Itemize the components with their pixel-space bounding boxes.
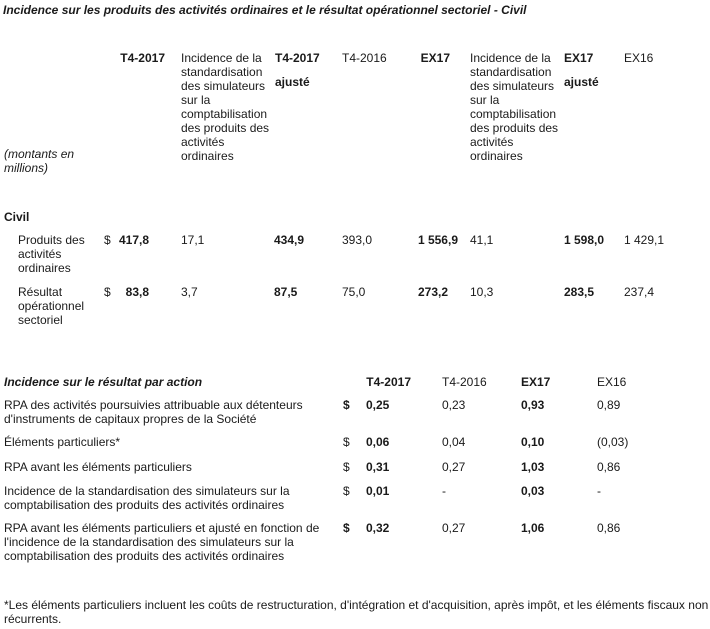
currency-symbol: $: [343, 398, 350, 412]
cell-impact-year: 10,3: [470, 285, 494, 299]
eps-header-t4-2016: T4-2016: [442, 375, 487, 389]
cell-t4-2017: 417,8: [118, 233, 149, 247]
eps-header-ex16: EX16: [597, 375, 627, 389]
eps-header-t4-2017: T4-2017: [366, 375, 411, 389]
header-ex16: EX16: [624, 51, 654, 65]
eps-cell-ex17: 1,03: [521, 460, 545, 474]
eps-cell-ex17: 0,10: [521, 435, 545, 449]
header-impact-year: Incidence de la standardisation des simulateurs sur la comptabilisation des produits des activités ordinaires: [470, 51, 559, 163]
cell-ex17-adj: 283,5: [564, 285, 595, 299]
eps-cell-ex16: (0,03): [597, 435, 629, 449]
eps-cell-t4-2016: -: [442, 484, 446, 498]
cell-impact-year: 41,1: [470, 233, 494, 247]
eps-cell-ex16: 0,89: [597, 398, 621, 412]
currency-symbol: $: [343, 521, 350, 535]
header-t4-2017-adj-line1: T4-2017: [275, 51, 320, 65]
eps-cell-t4-2016: 0,23: [442, 398, 466, 412]
eps-cell-ex16: 0,86: [597, 460, 621, 474]
header-t4-2017-adj-line2: ajusté: [275, 75, 310, 89]
footnote: *Les éléments particuliers incluent les coûts de restructuration, d'intégration et d'acquisition, après impôt, et les éléments fiscaux non récurrents.: [4, 598, 709, 626]
eps-cell-t4-2017: 0,01: [366, 484, 390, 498]
eps-row-label: RPA avant les éléments particuliers et ajusté en fonction de l'incidence de la standardisation des simulateurs sur la comptabilisation des produits des activités ordinaires: [4, 521, 320, 563]
page-title: Incidence sur les produits des activités ordinaires et le résultat opérationnel sectoriel - Civil: [3, 3, 527, 17]
eps-cell-t4-2016: 0,27: [442, 460, 466, 474]
eps-cell-t4-2016: 0,27: [442, 521, 466, 535]
eps-cell-t4-2017: 0,06: [366, 435, 390, 449]
currency-symbol: $: [343, 460, 350, 474]
cell-t4-2017-adj: 434,9: [274, 233, 305, 247]
header-t4-2016: T4-2016: [342, 51, 387, 65]
eps-row-label: Incidence de la standardisation des simulateurs sur la comptabilisation des produits des activités ordinaires: [4, 484, 290, 512]
currency-symbol: $: [343, 484, 350, 498]
header-t4-2017: T4-2017: [120, 51, 165, 65]
eps-row-label: RPA des activités poursuivies attribuable aux détenteurs d'instruments de capitaux propres de la Société: [4, 398, 303, 426]
currency-symbol: $: [343, 435, 350, 449]
eps-cell-ex17: 0,03: [521, 484, 545, 498]
eps-row-label: Éléments particuliers*: [4, 435, 121, 449]
cell-ex16: 237,4: [624, 285, 655, 299]
header-impact-quarter: Incidence de la standardisation des simulateurs sur la comptabilisation des produits des activités ordinaires: [181, 51, 270, 163]
header-ex17-adj-line1: EX17: [564, 51, 594, 65]
cell-ex17-adj: 1 598,0: [564, 233, 605, 247]
eps-header-ex17: EX17: [521, 375, 551, 389]
section-label: Civil: [4, 210, 30, 224]
eps-cell-ex17: 0,93: [521, 398, 545, 412]
cell-impact-quarter: 3,7: [181, 285, 198, 299]
header-ex17: EX17: [420, 51, 450, 65]
eps-cell-t4-2017: 0,31: [366, 460, 390, 474]
eps-cell-t4-2017: 0,32: [366, 521, 390, 535]
cell-impact-quarter: 17,1: [181, 233, 205, 247]
cell-ex17: 273,2: [417, 285, 448, 299]
eps-cell-ex16: -: [597, 484, 601, 498]
cell-ex17: 1 556,9: [417, 233, 458, 247]
eps-table-title: Incidence sur le résultat par action: [4, 375, 203, 389]
cell-ex16: 1 429,1: [624, 233, 665, 247]
eps-cell-ex17: 1,06: [521, 521, 545, 535]
currency-symbol: $: [104, 285, 111, 299]
units-label: (montants en millions): [4, 147, 75, 175]
cell-t4-2017-adj: 87,5: [274, 285, 298, 299]
cell-t4-2016: 75,0: [342, 285, 366, 299]
header-ex17-adj-line2: ajusté: [564, 75, 599, 89]
row-label-produits: Produits des activités ordinaires: [18, 233, 85, 275]
eps-cell-ex16: 0,86: [597, 521, 621, 535]
row-label-resultat: Résultat opérationnel sectoriel: [18, 285, 85, 327]
cell-t4-2016: 393,0: [342, 233, 373, 247]
eps-cell-t4-2016: 0,04: [442, 435, 466, 449]
currency-symbol: $: [104, 233, 111, 247]
cell-t4-2017: 83,8: [125, 285, 149, 299]
eps-cell-t4-2017: 0,25: [366, 398, 390, 412]
eps-row-label: RPA avant les éléments particuliers: [4, 460, 192, 474]
